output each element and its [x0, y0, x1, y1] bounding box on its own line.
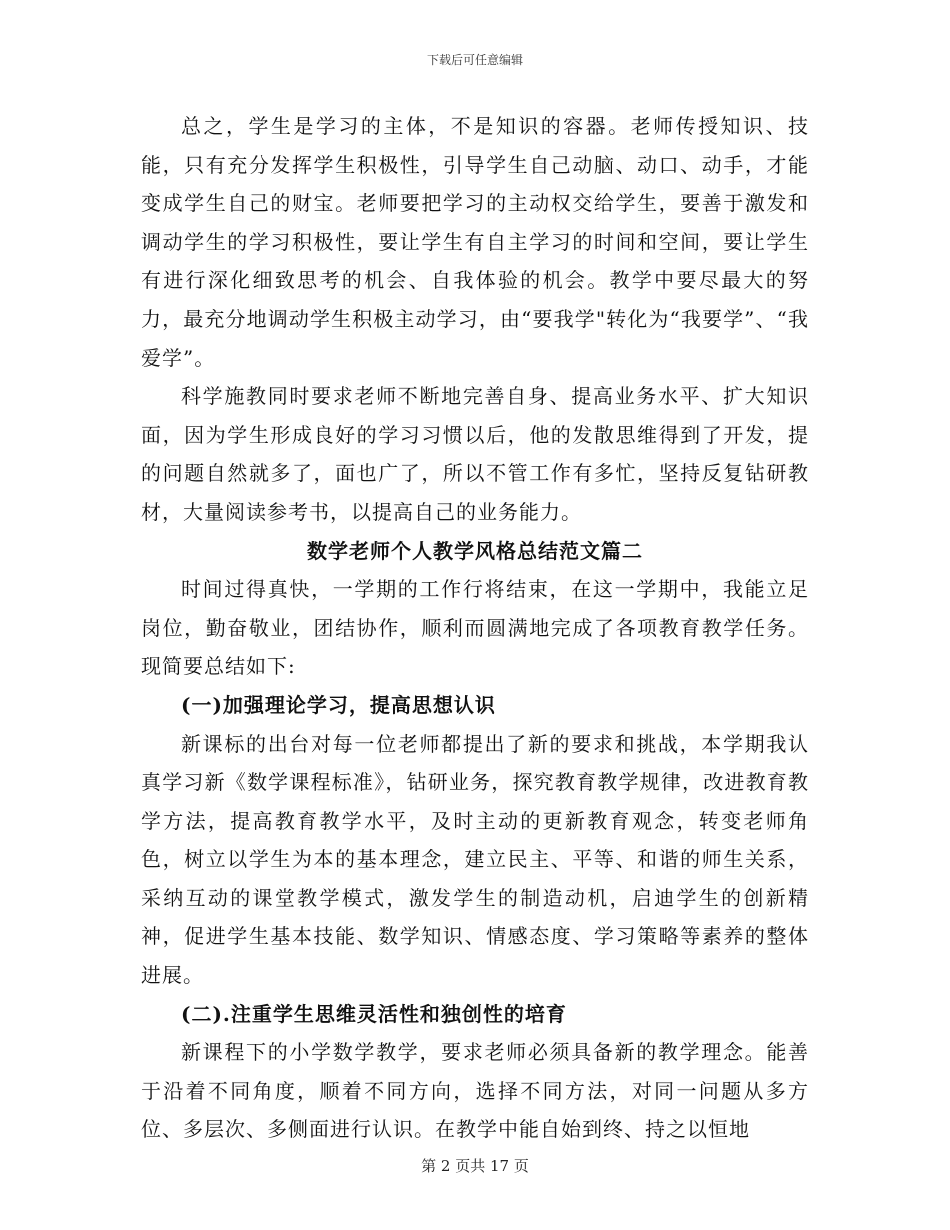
body-paragraph: 总之，学生是学习的主体，不是知识的容器。老师传授知识、技能，只有充分发挥学生积极性，引导学生自己动脑、动口、动手，才能变成学生自己的财宝。老师要把学习的主动权交给学生，要善于激发和调动学生的学习积极性，要让学生有自主学习的时间和空间，要让学生有进行深化细致思考的机会、自我体验的机会。教学中要尽最大的努力，最充分地调动学生积极主动学习，由“要我学"转化为“我要学”、“我爱学”。 — [141, 114, 809, 370]
section-heading: (二).注重学生思维灵活性和独创性的培育 — [181, 1001, 567, 1026]
document-title: 数学老师个人教学风格总结范文篇二 — [307, 538, 643, 563]
body-paragraph: 新课标的出台对每一位老师都提出了新的要求和挑战，本学期我认真学习新《数学课程标准》，钻研业务，探究教育教学规律，改进教育教学方法，提高教育教学水平，及时主动的更新教育观念，转变老师角色，树立以学生为本的基本理念，建立民主、平等、和谐的师生关系，采纳互动的课堂教学模式，激发学生的制造动机，启迪学生的创新精神，促进学生基本技能、数学知识、情感态度、学习策略等素养的整体进展。 — [141, 731, 809, 988]
page-header: 下载后可任意编辑 — [426, 53, 523, 67]
document-body — [141, 107, 809, 1149]
body-paragraph: 新课程下的小学数学教学，要求老师必须具备新的教学理念。能善于沿着不同角度，顺着不同方向，选择不同方法，对同一问题从多方位、多层次、多侧面进行认识。在教学中能自始到终、持之以恒地 — [141, 1040, 809, 1142]
body-paragraph: 科学施教同时要求老师不断地完善自身、提高业务水平、扩大知识面，因为学生形成良好的学习习惯以后，他的发散思维得到了开发，提的问题自然就多了，面也广了，所以不管工作有多忙，坚持反复钻研教材，大量阅读参考书，以提高自己的业务能力。 — [141, 384, 809, 524]
body-paragraph: 时间过得真快，一学期的工作行将结束，在这一学期中，我能立足岗位，勤奋敬业，团结协作，顺利而圆满地完成了各项教育教学任务。现简要总结如下: — [141, 577, 809, 679]
section-heading: (一)加强理论学习，提高思想认识 — [181, 692, 496, 717]
page-footer: 第 2 页共 17 页 — [421, 1157, 529, 1175]
